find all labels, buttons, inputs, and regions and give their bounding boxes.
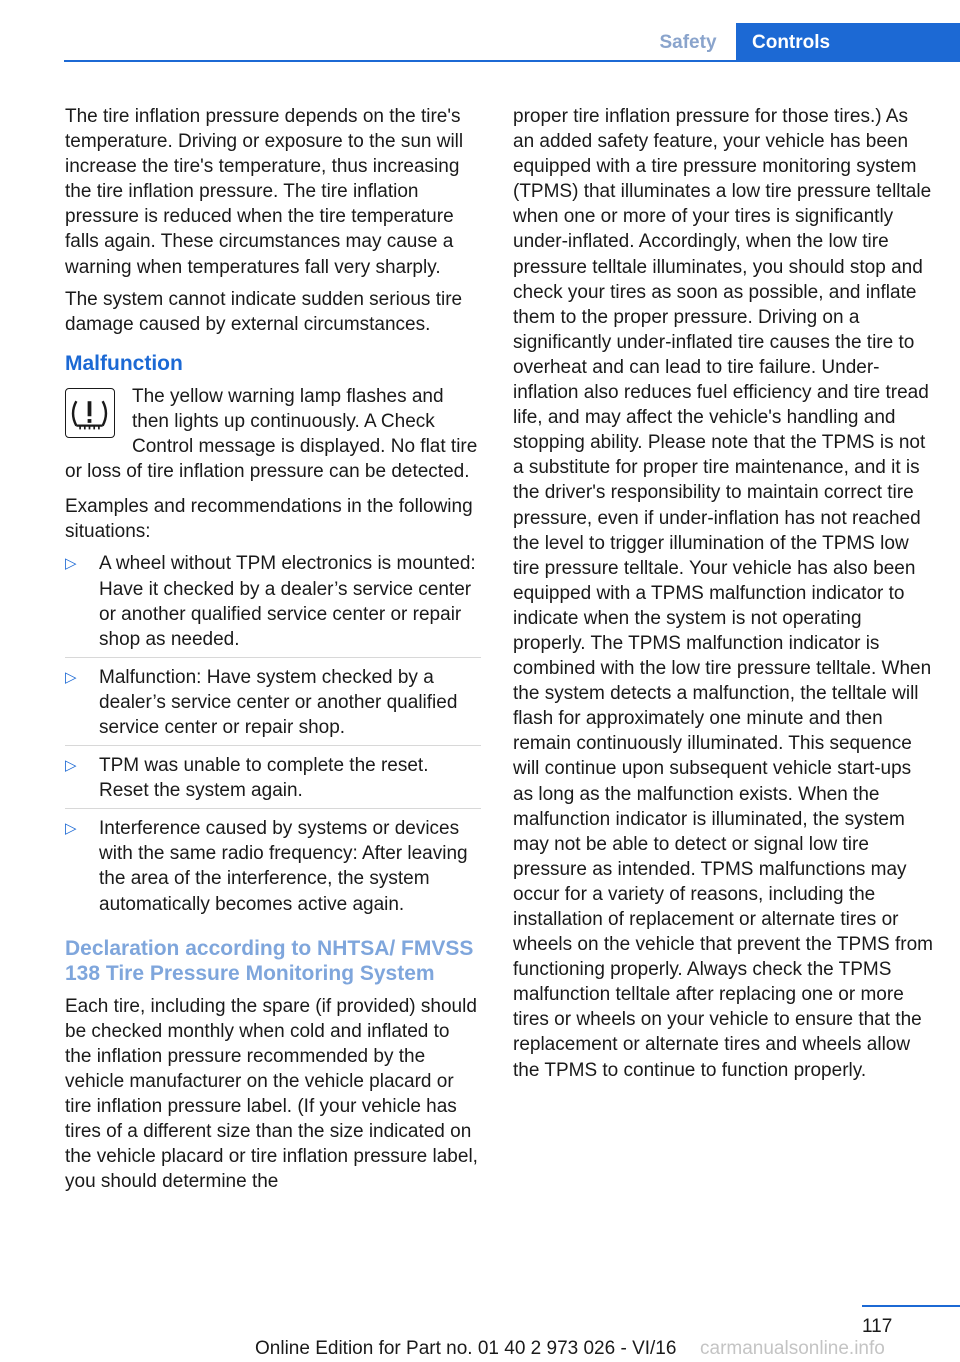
tab-controls[interactable]: Controls: [736, 23, 960, 62]
list-item: ▷ A wheel without TPM electronics is mounted: Have it checked by a dealer’s service center or another qualified service center or repair shop as needed.: [65, 551, 481, 657]
recommendation-list: [65, 551, 481, 921]
left-column: [65, 104, 481, 1201]
list-item: ▷ TPM was unable to complete the reset. Reset the system again.: [65, 753, 481, 809]
triangle-bullet-icon: ▷: [65, 555, 77, 573]
declaration-text: Each tire, including the spare (if provided) should be checked monthly when cold and inflated to the inflation pressure recommended by the vehicle manufacturer on the vehicle placard or tire inflation pressure label. (If your vehicle has tires of a different size than the size indicated on the vehicle placard or tire inflation pressure label, you should determine the: [65, 995, 478, 1193]
triangle-bullet-icon: ▷: [65, 820, 77, 838]
right-column: [513, 104, 933, 1090]
page-number: 117: [862, 1316, 893, 1337]
malfunction-text: The yellow warning lamp flashes and then lights up continuously. A Check Control message is displayed. No flat tire or loss of tire inflation pressure can be detected.: [65, 385, 478, 483]
declaration-heading: Declaration according to NHTSA/ FMVSS 138 Tire Pressure Monitoring System: [65, 936, 474, 985]
watermark: carmanualsonline.info: [700, 1338, 885, 1359]
list-item: ▷ Interference caused by systems or devices with the same radio frequency: After leaving the area of the interference, the system automatically becomes active again.: [65, 818, 468, 915]
edition-line: Online Edition for Part no. 01 40 2 973 026 - VI/16: [255, 1338, 677, 1359]
paragraph-limitation: The system cannot indicate sudden serious tire damage caused by external circumstances.: [65, 288, 463, 335]
examples-intro: Examples and recommendations in the following situations:: [65, 496, 473, 543]
header-rule: [64, 60, 960, 62]
tab-safety[interactable]: Safety: [659, 31, 717, 53]
triangle-bullet-icon: ▷: [65, 668, 77, 686]
tire-pressure-warning-icon: [65, 388, 115, 438]
paragraph-temperature: The tire inflation pressure depends on the tire's temperature. Driving or exposure to the sun will increase the tire's temperature, thus increasing the tire inflation pressure. The tire inflation pressure is reduced when the tire temperature falls again. These circumstances may cause a warning when temperatures fall very sharply.: [65, 106, 464, 278]
tpms-paragraph: proper tire inflation pressure for those tires.) As an added safety feature, your vehicle has been equipped with a tire pressure monitoring system (TPMS) that illuminates a low tire pressure telltale when one or more of your tires is significantly under-inflated. Accordingly, when the low tire pressure telltale illuminates, you should stop and check your tires as soon as possible, and inflate them to the proper pressure. Driving on a significantly under-inflated tire causes the tire to overheat and can lead to tire failure. Under-inflation also reduces fuel efficiency and tire tread life, and may affect the vehicle's handling and stopping ability. Please note that the TPMS is not a substitute for proper tire maintenance, and it is the driver's responsibility to maintain correct tire pressure, even if under-inflation has not reached the level to trigger illumination of the TPMS low tire pressure telltale. Your vehicle has also been equipped with a TPMS malfunction indicator to indicate when the system is not operating properly. The TPMS malfunction indicator is combined with the low tire pressure telltale. When the system detects a malfunction, the telltale will flash for approximately one minute and then remain continuously illuminated. This sequence will continue upon subsequent vehicle start-ups as long as the malfunction exists. When the malfunction indicator is illuminated, the system may not be able to detect or signal low tire pressure as intended. TPMS malfunctions may occur for a variety of reasons, including the installation of replacement or alternate tires or wheels on the vehicle that prevent the TPMS from functioning properly. Always check the TPMS malfunction telltale after replacing one or more tires or wheels on your vehicle to ensure that the replacement or alternate tires and wheels allow the TPMS to continue to function properly.: [513, 106, 933, 1081]
list-item: ▷ Malfunction: Have system checked by a dealer’s service center or another qualified service center or repair shop.: [65, 665, 481, 746]
triangle-bullet-icon: ▷: [65, 757, 77, 775]
malfunction-block: [65, 384, 481, 484]
footer-rule: [862, 1305, 960, 1307]
malfunction-heading: Malfunction: [65, 351, 183, 375]
